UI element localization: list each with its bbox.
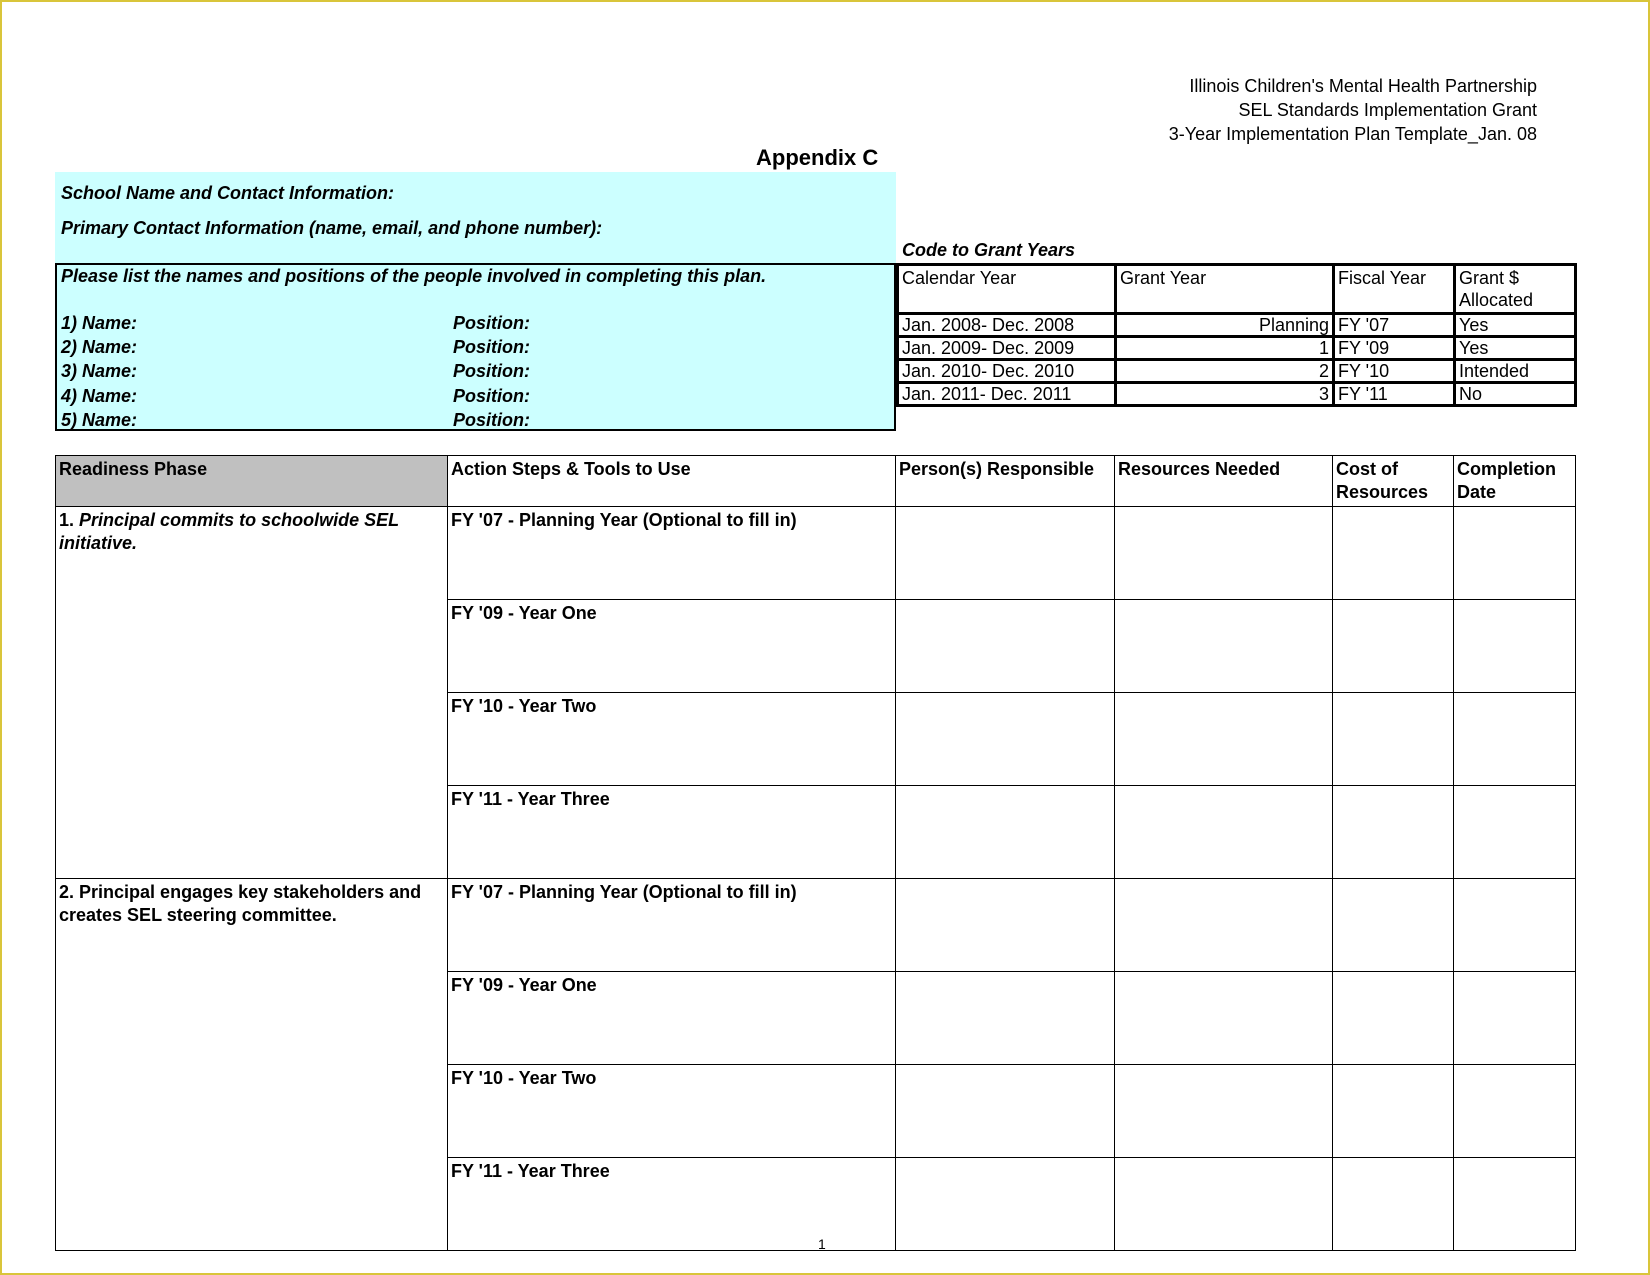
grant-years-table — [896, 263, 1577, 407]
cost-cell[interactable] — [1333, 1158, 1454, 1251]
person-position-label[interactable]: Position: — [453, 313, 530, 333]
cost-cell[interactable] — [1333, 786, 1454, 879]
completion-cell[interactable] — [1454, 879, 1576, 972]
header-completion-date: Completion Date — [1454, 456, 1576, 507]
phase-number: 1. — [59, 510, 75, 530]
grant-cell: Yes — [1455, 337, 1576, 360]
persons-cell[interactable] — [896, 600, 1115, 693]
completion-cell[interactable] — [1454, 693, 1576, 786]
grant-header-grant-year: Grant Year — [1116, 265, 1334, 314]
person-position-label[interactable]: Position: — [453, 337, 530, 357]
phase-cell — [56, 879, 448, 1251]
resources-cell[interactable] — [1115, 786, 1333, 879]
cost-cell[interactable] — [1333, 1065, 1454, 1158]
cost-cell[interactable] — [1333, 507, 1454, 600]
implementation-plan-table — [55, 455, 1576, 1251]
person-name-label[interactable]: 1) Name: — [61, 313, 138, 333]
resources-cell[interactable] — [1115, 507, 1333, 600]
grant-cell: Jan. 2008- Dec. 2008 — [898, 314, 1116, 337]
resources-cell[interactable] — [1115, 879, 1333, 972]
resources-cell[interactable] — [1115, 600, 1333, 693]
action-step-cell: FY '09 - Year One — [448, 600, 896, 693]
action-step-cell: FY '10 - Year Two — [448, 693, 896, 786]
persons-cell[interactable] — [896, 1065, 1115, 1158]
phase-cell — [56, 507, 448, 879]
resources-cell[interactable] — [1115, 1065, 1333, 1158]
grant-cell: FY '09 — [1334, 337, 1455, 360]
header-cost-of-resources: Cost of Resources — [1333, 456, 1454, 507]
phase-text: Principal engages key stakeholders and creates SEL steering committee. — [59, 882, 422, 925]
action-step-cell: FY '10 - Year Two — [448, 1065, 896, 1158]
primary-contact-label: Primary Contact Information (name, email, and phone number): — [61, 218, 603, 238]
header-persons-responsible: Person(s) Responsible — [896, 456, 1115, 507]
resources-cell[interactable] — [1115, 693, 1333, 786]
phase-number: 2. — [59, 882, 75, 902]
person-position-label[interactable]: Position: — [453, 410, 530, 430]
grant-header-fiscal-year: Fiscal Year — [1334, 265, 1455, 314]
cost-cell[interactable] — [1333, 879, 1454, 972]
completion-cell[interactable] — [1454, 600, 1576, 693]
grant-cell: FY '07 — [1334, 314, 1455, 337]
persons-cell[interactable] — [896, 507, 1115, 600]
header-action-steps: Action Steps & Tools to Use — [448, 456, 896, 507]
cost-cell[interactable] — [1333, 693, 1454, 786]
person-position-label[interactable]: Position: — [453, 386, 530, 406]
action-step-cell: FY '11 - Year Three — [448, 1158, 896, 1251]
person-name-label[interactable]: 4) Name: — [61, 386, 138, 406]
resources-cell[interactable] — [1115, 1158, 1333, 1251]
grant-header-calendar-year: Calendar Year — [898, 265, 1116, 314]
header-org: Illinois Children's Mental Health Partnership — [1189, 76, 1537, 96]
grant-table-title: Code to Grant Years — [902, 240, 1076, 260]
person-position-label[interactable]: Position: — [453, 361, 530, 381]
completion-cell[interactable] — [1454, 786, 1576, 879]
header-template: 3-Year Implementation Plan Template_Jan. 08 — [1168, 124, 1537, 144]
header-readiness-phase: Readiness Phase — [56, 456, 448, 507]
grant-cell: Jan. 2010- Dec. 2010 — [898, 360, 1116, 383]
grant-cell: FY '11 — [1334, 383, 1455, 406]
grant-cell: 2 — [1116, 360, 1334, 383]
person-name-label[interactable]: 3) Name: — [61, 361, 138, 381]
persons-cell[interactable] — [896, 879, 1115, 972]
grant-cell: Jan. 2011- Dec. 2011 — [898, 383, 1116, 406]
header-grant: SEL Standards Implementation Grant — [1238, 100, 1537, 120]
action-step-cell: FY '09 - Year One — [448, 972, 896, 1065]
persons-cell[interactable] — [896, 693, 1115, 786]
appendix-title: Appendix C — [756, 145, 879, 170]
grant-cell: Yes — [1455, 314, 1576, 337]
persons-cell[interactable] — [896, 1158, 1115, 1251]
phase-text: Principal commits to schoolwide SEL initiative. — [59, 510, 399, 553]
header-resources-needed: Resources Needed — [1115, 456, 1333, 507]
cost-cell[interactable] — [1333, 972, 1454, 1065]
action-step-cell: FY '11 - Year Three — [448, 786, 896, 879]
persons-cell[interactable] — [896, 786, 1115, 879]
person-name-label[interactable]: 2) Name: — [61, 337, 138, 357]
grant-cell: Planning — [1116, 314, 1334, 337]
page-number: 1 — [818, 1236, 826, 1252]
people-instructions: Please list the names and positions of the people involved in completing this plan. — [61, 266, 767, 286]
persons-cell[interactable] — [896, 972, 1115, 1065]
person-name-label[interactable]: 5) Name: — [61, 410, 138, 430]
cost-cell[interactable] — [1333, 600, 1454, 693]
school-name-label: School Name and Contact Information: — [61, 183, 395, 203]
grant-header-allocated: Grant $ Allocated — [1455, 265, 1576, 314]
completion-cell[interactable] — [1454, 1065, 1576, 1158]
completion-cell[interactable] — [1454, 507, 1576, 600]
grant-cell: 1 — [1116, 337, 1334, 360]
grant-cell: Jan. 2009- Dec. 2009 — [898, 337, 1116, 360]
grant-cell: Intended — [1455, 360, 1576, 383]
action-step-cell: FY '07 - Planning Year (Optional to fill in) — [448, 507, 896, 600]
completion-cell[interactable] — [1454, 972, 1576, 1065]
grant-cell: FY '10 — [1334, 360, 1455, 383]
grant-cell: 3 — [1116, 383, 1334, 406]
action-step-cell: FY '07 - Planning Year (Optional to fill in) — [448, 879, 896, 972]
completion-cell[interactable] — [1454, 1158, 1576, 1251]
grant-cell: No — [1455, 383, 1576, 406]
resources-cell[interactable] — [1115, 972, 1333, 1065]
